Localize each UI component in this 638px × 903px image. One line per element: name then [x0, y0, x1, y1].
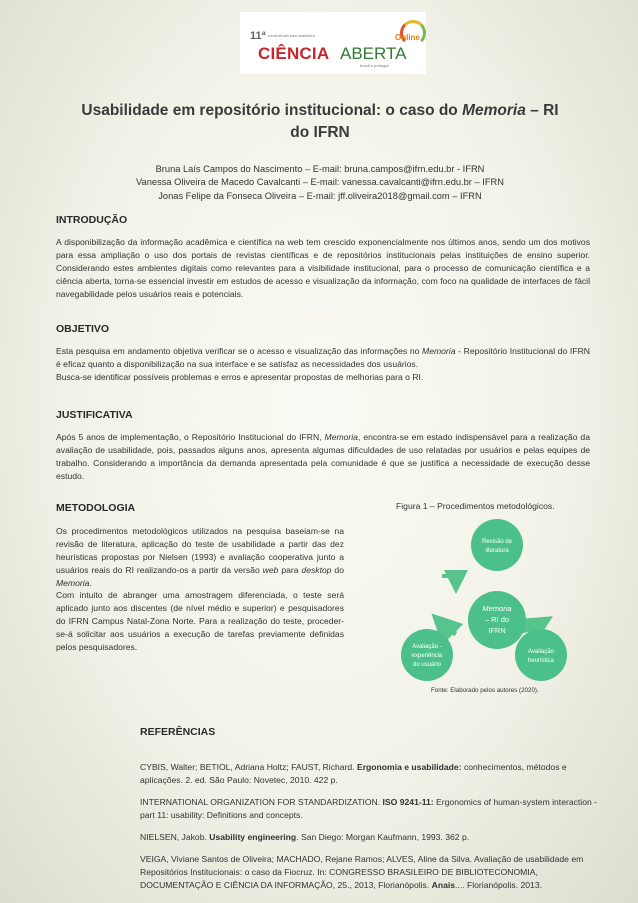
- right-node: [515, 629, 567, 681]
- figure-source: Fonte: Elaborado pelos autores (2020).: [431, 687, 539, 694]
- intro-text: A disponibilização da informação acadêmica e científica na web tem crescido exponencialmente nos últimos anos, sendo um dos motivos para essa ampliação o uso dos portais de revistas científicas e de repositórios institucionais pelas instituições de ensino superior. Considerando estes ambientes digitais como relevantes para a visibilidade institucional, para o processo de comunicação científica e a ciência aberta, torna-se essencial investir em estudos de acesso e visualização da informação, com foco na qualidade de interfaces de fácil navegabilidade pelos usuários reais e potenciais.: [56, 237, 590, 299]
- left-label-1: Avaliação -: [412, 644, 442, 650]
- logo-edition: 11ª: [250, 30, 266, 42]
- top-node: [471, 519, 523, 571]
- author-3: Jonas Felipe da Fonseca Oliveira – E-mail: jff.oliveira2018@gmail.com – IFRN: [158, 190, 482, 201]
- metodologia-text-2: Com intuito de abranger uma amostragem diferenciada, o teste será aplicado junto aos discentes (de nível médio e superior) e pesquisadores do IFRN Campus Natal-Zona Norte. Para a realização do teste, proceder-se-á solicitar aos usuários a execução de tarefas previamente definidas pelos pesquisadores.: [56, 590, 344, 652]
- author-list: [80, 163, 560, 203]
- author-1: Bruna Laís Campos do Nascimento – E-mail: bruna.campos@ifrn.edu.br - IFRN: [155, 164, 485, 174]
- figure-title: Figura 1 – Procedimentos metodológicos.: [396, 501, 555, 511]
- justificativa-text: Após 5 anos de implementação, o Repositório Institucional do IFRN, Memoria, encontra-se em estado indispensável para a realização da avaliação de usabilidade, pois, passados alguns anos, apresenta algumas dificuldades de uso relatadas por usuários e pelas equipes de trabalho. Considerando a importância da demanda apresentada pela comunidade é que se justifica a necessidade de execução desse estudo.: [56, 432, 590, 481]
- reference-1: CYBIS, Walter; BETIOL, Adriana Holtz; FAUST, Richard. Ergonomia e usabilidade: conhecimentos, métodos e aplicações. 2. ed. São Paulo: Novetec, 2010. 422 p.: [140, 762, 567, 785]
- logo-online: Online: [395, 33, 420, 42]
- metodologia-text: Os procedimentos metodológicos utilizados na pesquisa baseiam-se na revisão de literatura, aplicação do teste de usabilidade a partir das dez heurísticas propostas por Nielsen (1993) e avaliação cooperativa junto a usuários reais do RI realizando-os a partir da versão web para desktop do Memoria.: [56, 526, 344, 588]
- metodologia-heading: METODOLOGIA: [56, 502, 136, 514]
- right-label-1: Avaliação: [528, 649, 554, 655]
- logo-word-ciencia: CIÊNCIA: [258, 44, 330, 63]
- center-label-3: IFRN: [488, 626, 506, 635]
- justificativa-heading: JUSTIFICATIVA: [56, 409, 133, 421]
- referencias-heading: REFERÊNCIAS: [140, 726, 216, 738]
- center-label-2: – RI do: [484, 615, 510, 624]
- objetivo-heading: OBJETIVO: [56, 323, 110, 335]
- cycle-diagram: [390, 512, 570, 684]
- top-label-1: Revisão de: [481, 539, 513, 545]
- left-label-3: do usuário: [412, 662, 442, 668]
- logo-tagline: brasil e portugal: [360, 63, 389, 68]
- author-2: Vanessa Oliveira de Macedo Cavalcanti – E-mail: vanessa.cavalcanti@ifrn.edu.br – IFRN: [136, 177, 504, 188]
- top-label-2: literatura: [485, 548, 509, 554]
- paper-title: Usabilidade em repositório institucional: o caso do Memoria – RI do IFRN: [81, 102, 559, 142]
- logo-word-aberta: ABERTA: [340, 44, 407, 63]
- intro-heading: INTRODUÇÃO: [56, 214, 128, 226]
- objetivo-text: Esta pesquisa em andamento objetiva verificar se o acesso e visualização das informações no Memoria - Repositório Institucional do IFRN é eficaz quanto a disponibilização na sua interface e se satisfaz as necessidades dos usuários.: [56, 346, 590, 369]
- objetivo-text-2: Busca-se identificar possíveis problemas e erros e apresentar propostas de melhorias para o RI.: [56, 372, 424, 382]
- center-label-1: Memoria: [482, 604, 512, 613]
- left-label-2: experiência: [411, 653, 443, 659]
- logo-subtitle: conferência luso-brasileira: [268, 33, 315, 38]
- arrow-top: [442, 576, 456, 582]
- reference-3: NIELSEN, Jakob. Usability engineering. San Diego: Morgan Kaufmann, 1993. 362 p.: [140, 832, 470, 842]
- arrow-left: [442, 624, 456, 634]
- reference-2: INTERNATIONAL ORGANIZATION FOR STANDARDIZATION. ISO 9241-11: Ergonomics of human-system interaction - part 11: usability: Definitions and concepts.: [140, 797, 598, 820]
- right-label-2: heurística: [527, 658, 555, 664]
- reference-4: VEIGA, Viviane Santos de Oliveira; MACHADO, Rejane Ramos; ALVES, Aline da Silva. Avaliação de usabilidade em Repositórios Institucionais: o caso da Fiocruz. In: CONGRESSO BRASILEIRO DE BIBLIOTECONOMIA, DOCUMENTAÇÃO E CIÊNCIA DA INFORMAÇÃO, 25., 2013, Florianópolis. Anais.... Florianópolis. 2013.: [140, 854, 584, 890]
- conference-logo: [240, 12, 426, 74]
